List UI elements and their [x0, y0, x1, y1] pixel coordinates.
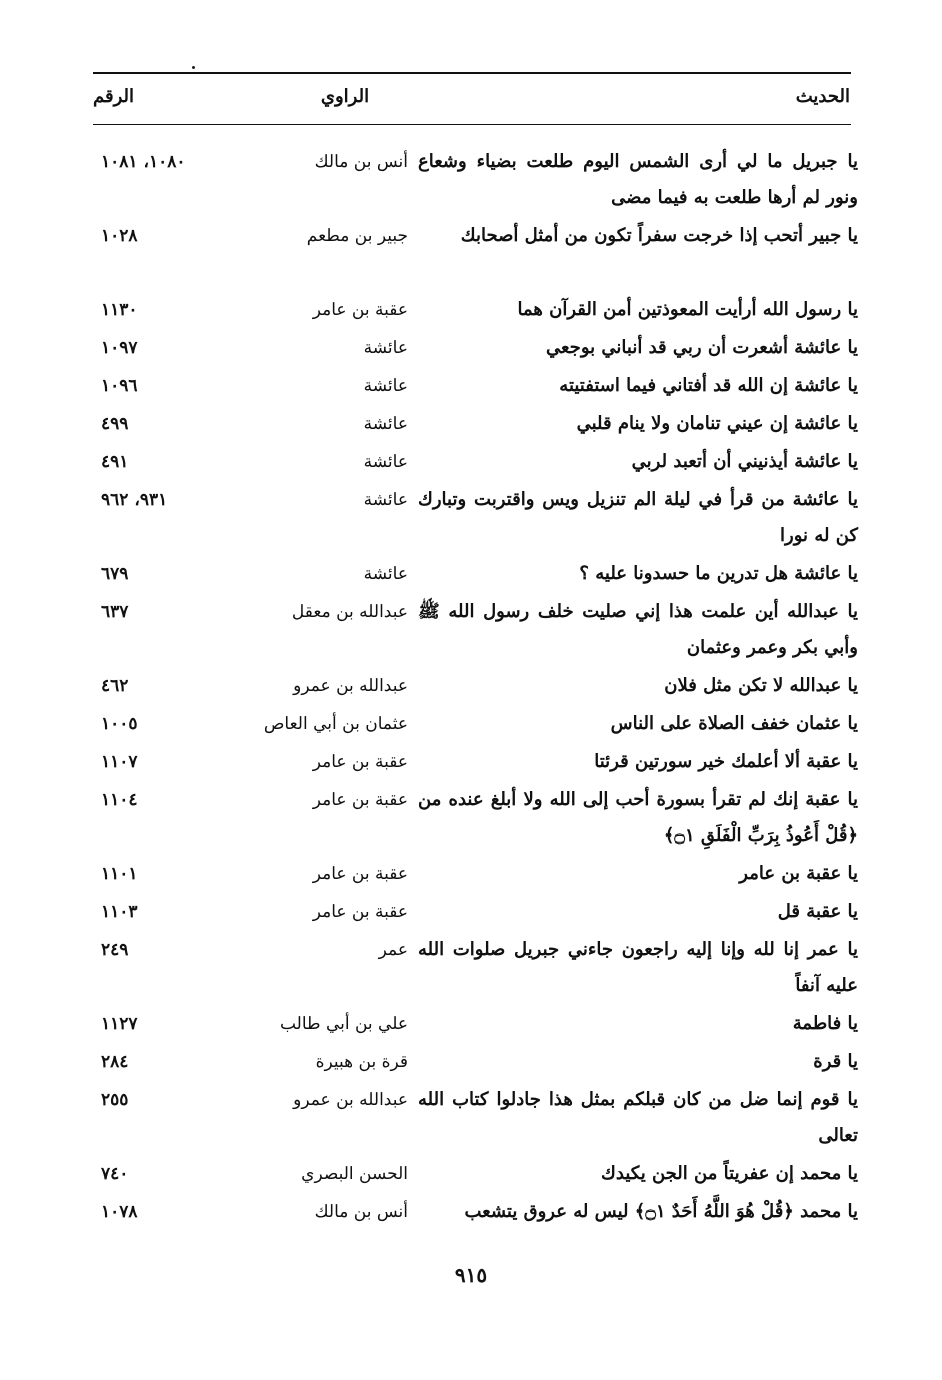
hadith-number: ١٠٠٥ — [101, 714, 138, 734]
table-row — [93, 324, 858, 362]
narrator-name: عبدالله بن عمرو — [293, 676, 408, 696]
column-header-number: الرقم — [93, 86, 135, 107]
hadith-number: ٤٦٢ — [101, 676, 129, 696]
hadith-number: ٦٧٩ — [101, 564, 129, 584]
table-row — [93, 1038, 858, 1076]
hadith-number: ١٠٢٨ — [101, 226, 138, 246]
table-row — [93, 286, 858, 324]
table-row — [93, 662, 858, 700]
hadith-text: يا عقبة ألا أعلمك خير سورتين قرئتا — [594, 751, 858, 772]
narrator-name: عائشة — [363, 376, 408, 396]
table-row — [93, 1150, 858, 1188]
hadith-text: يا محمد ﴿قُلْ هُوَ اللَّهُ أَحَدٌ ۝١﴾ ليس له عروق يتشعب — [464, 1201, 858, 1222]
narrator-name: عقبة بن عامر — [312, 790, 408, 810]
table-row — [93, 400, 858, 438]
hadith-text: يا قوم إنما ضل من كان قبلكم بمثل هذا جادلوا كتاب الله تعالى — [418, 1089, 858, 1146]
hadith-text: يا رسول الله أرأيت المعوذتين أمن القرآن هما — [517, 299, 858, 320]
hadith-number: ١١٣٠ — [101, 300, 138, 320]
hadith-text: يا عائشة هل تدرين ما حسدونا عليه ؟ — [579, 563, 858, 584]
hadith-text: يا جبريل ما لي أرى الشمس اليوم طلعت بضياء وشعاع ونور لم أرها طلعت به فيما مضى — [418, 151, 858, 208]
column-header-narrator: الراوي — [320, 86, 370, 107]
narrator-name: عقبة بن عامر — [312, 300, 408, 320]
speck-mark — [192, 66, 195, 69]
narrator-name: الحسن البصري — [301, 1164, 408, 1184]
table-row — [93, 212, 858, 286]
table-row — [93, 850, 858, 888]
table-row — [93, 138, 858, 212]
hadith-number: ١٠٩٧ — [101, 338, 138, 358]
narrator-name: أنس بن مالك — [314, 152, 408, 172]
hadith-number: ٢٨٤ — [101, 1052, 129, 1072]
table-row — [93, 438, 858, 476]
table-row — [93, 362, 858, 400]
table-row — [93, 550, 858, 588]
table-row — [93, 926, 858, 1000]
table-row — [93, 1076, 858, 1150]
hadith-text: يا عائشة إن عيني تنامان ولا ينام قلبي — [576, 413, 858, 434]
hadith-text: يا عائشة من قرأ في ليلة الم تنزيل ويس واقتربت وتبارك كن له نورا — [418, 489, 858, 546]
header-rule — [93, 124, 851, 125]
narrator-name: عائشة — [363, 452, 408, 472]
narrator-name: عقبة بن عامر — [312, 864, 408, 884]
table-row — [93, 738, 858, 776]
hadith-number: ٢٤٩ — [101, 940, 129, 960]
narrator-name: قرة بن هبيرة — [315, 1052, 408, 1072]
hadith-text: يا عائشة أشعرت أن ربي قد أنباني بوجعي — [546, 337, 858, 358]
table-row — [93, 1188, 858, 1226]
top-rule — [93, 72, 851, 74]
hadith-number: ٤٩٩ — [101, 414, 129, 434]
narrator-name: عمر — [378, 940, 408, 960]
narrator-name: عائشة — [363, 564, 408, 584]
narrator-name: عقبة بن عامر — [312, 902, 408, 922]
hadith-text: يا عمر إنا لله وإنا إليه راجعون جاءني جبريل صلوات الله عليه آنفاً — [418, 939, 858, 996]
narrator-name: عثمان بن أبي العاص — [263, 714, 408, 734]
hadith-number: ١١٠١ — [101, 864, 138, 884]
hadith-number: ٩٣١، ٩٦٢ — [101, 490, 168, 510]
hadith-text: يا عائشة أيذنيني أن أتعبد لربي — [631, 451, 858, 472]
narrator-name: عائشة — [363, 338, 408, 358]
narrator-name: أنس بن مالك — [314, 1202, 408, 1222]
table-row — [93, 1000, 858, 1038]
narrator-name: عبدالله بن عمرو — [293, 1090, 408, 1110]
narrator-name: عائشة — [363, 490, 408, 510]
hadith-text: يا عائشة إن الله قد أفتاني فيما استفتيته — [559, 375, 858, 396]
table-row — [93, 776, 858, 850]
table-row — [93, 888, 858, 926]
hadith-text: يا محمد إن عفريتاً من الجن يكيدك — [601, 1163, 858, 1184]
hadith-number: ١١٢٧ — [101, 1014, 138, 1034]
hadith-number: ٢٥٥ — [101, 1090, 129, 1110]
hadith-text: يا عقبة قل — [777, 901, 858, 922]
hadith-number: ١٠٩٦ — [101, 376, 138, 396]
column-header-hadith: الحديث — [795, 86, 850, 107]
narrator-name: علي بن أبي طالب — [279, 1014, 408, 1034]
hadith-text: يا عقبة إنك لم تقرأ بسورة أحب إلى الله ولا أبلغ عنده من ﴿قُلْ أَعُوذُ بِرَبِّ الْفَلَقِ ۝١﴾ — [418, 789, 858, 846]
hadith-text: يا عقبة بن عامر — [739, 863, 858, 884]
narrator-name: عائشة — [363, 414, 408, 434]
index-table — [93, 138, 858, 1226]
narrator-name: عقبة بن عامر — [312, 752, 408, 772]
hadith-text: يا عبدالله لا تكن مثل فلان — [664, 675, 858, 696]
hadith-text: يا عبدالله أين علمت هذا إني صليت خلف رسول الله ﷺ وأبي بكر وعمر وعثمان — [418, 601, 858, 658]
narrator-name: جبير بن مطعم — [306, 226, 408, 246]
hadith-number: ١١٠٤ — [101, 790, 138, 810]
hadith-text: يا قرة — [813, 1051, 858, 1072]
table-row — [93, 476, 858, 550]
table-row — [93, 588, 858, 662]
hadith-number: ١٠٧٨ — [101, 1202, 138, 1222]
hadith-number: ١٠٨٠، ١٠٨١ — [101, 152, 186, 172]
hadith-number: ٦٣٧ — [101, 602, 129, 622]
hadith-number: ٧٤٠ — [101, 1164, 129, 1184]
page-number: ٩١٥ — [454, 1263, 488, 1287]
table-row — [93, 700, 858, 738]
hadith-text: يا جبير أتحب إذا خرجت سفراً تكون من أمثل أصحابك — [460, 225, 858, 246]
hadith-text: يا فاطمة — [792, 1013, 858, 1034]
hadith-number: ٤٩١ — [101, 452, 129, 472]
hadith-number: ١١٠٣ — [101, 902, 138, 922]
narrator-name: عبدالله بن معقل — [291, 602, 408, 622]
hadith-text: يا عثمان خفف الصلاة على الناس — [610, 713, 858, 734]
hadith-number: ١١٠٧ — [101, 752, 138, 772]
